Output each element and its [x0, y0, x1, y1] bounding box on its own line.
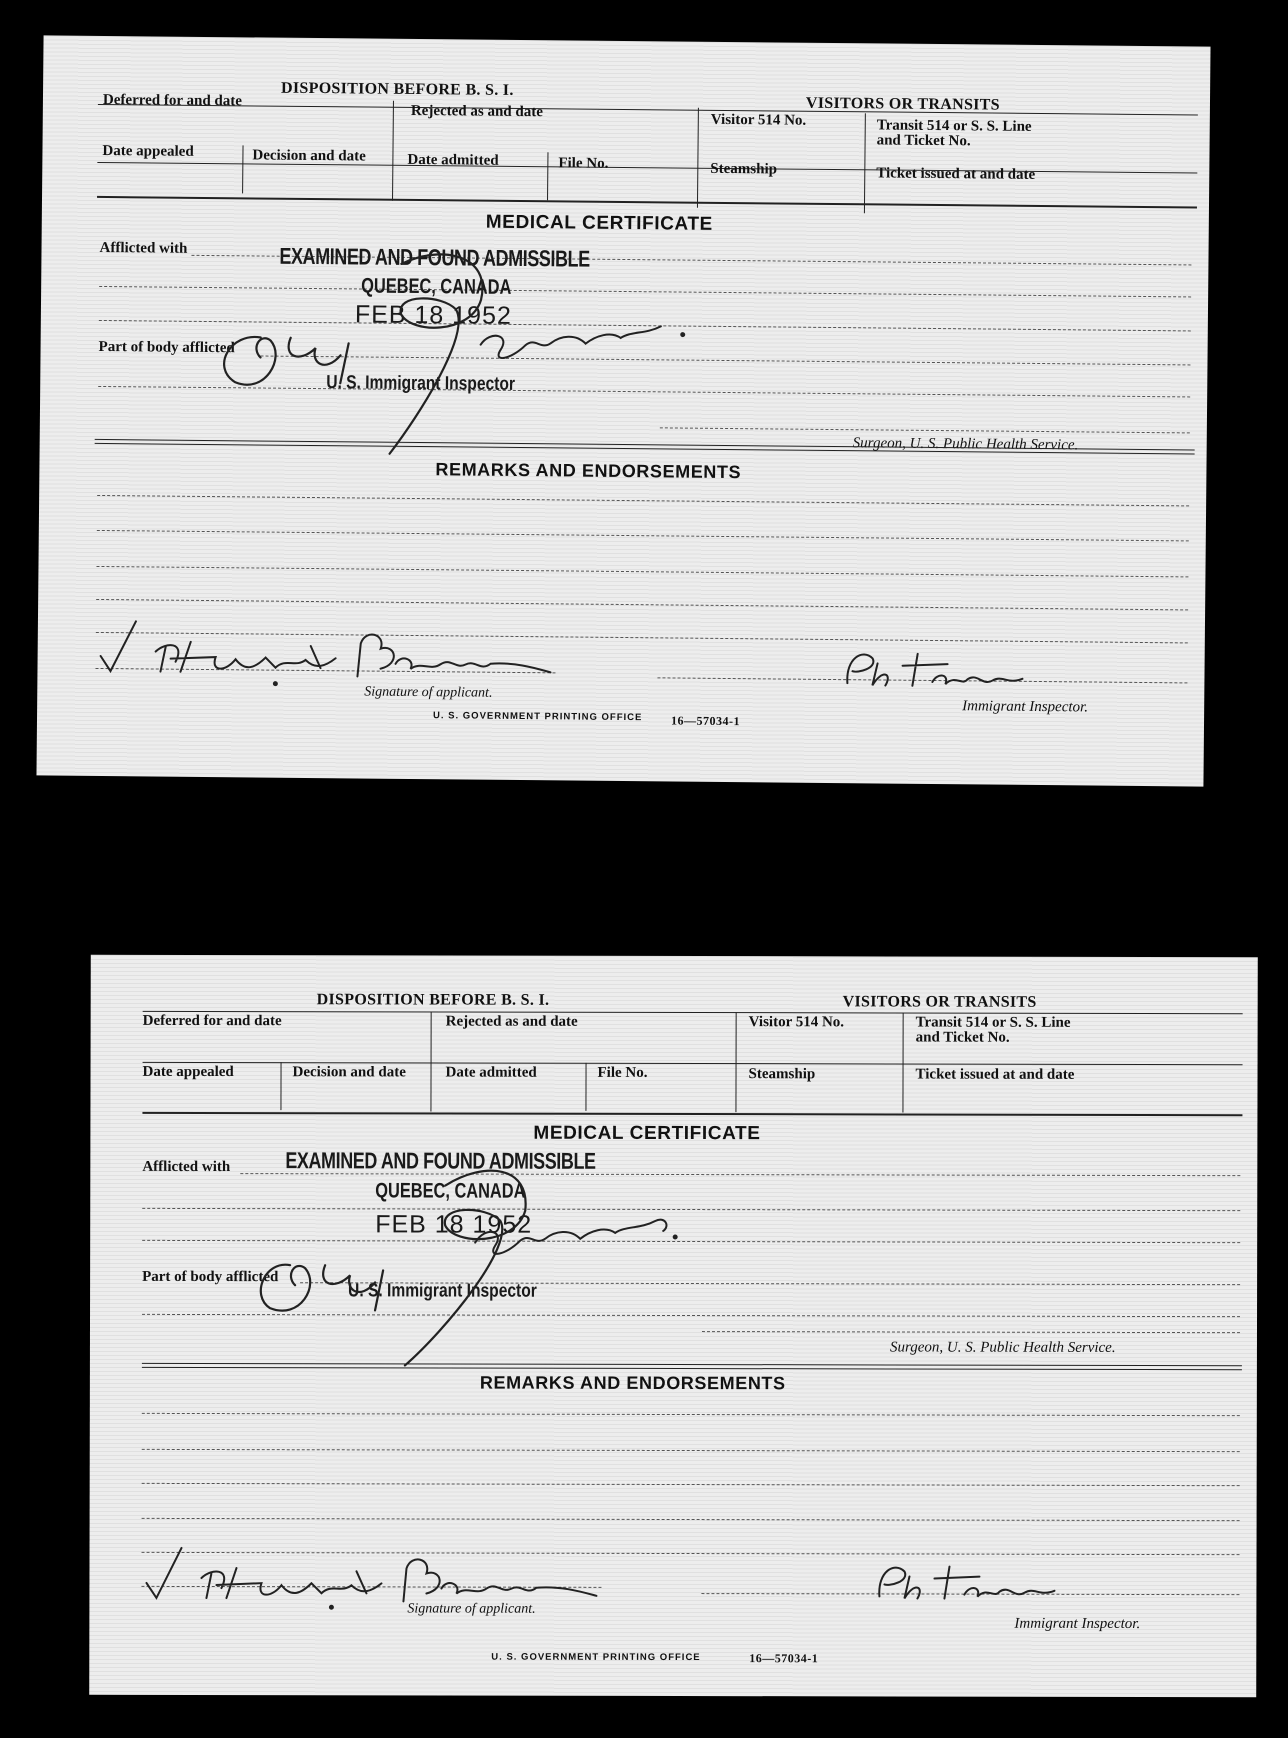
card-front — [36, 35, 1210, 786]
admission-stamp-line4: U. S. Immigrant Inspector — [348, 1280, 537, 1302]
decision-label: Decision and date — [292, 1064, 406, 1081]
file-no-label: File No. — [558, 155, 609, 172]
divider — [902, 1012, 903, 1112]
transit-label: Transit 514 or S. S. Line — [876, 117, 1032, 135]
divider — [697, 108, 699, 208]
divider — [735, 1012, 736, 1112]
disposition-heading: DISPOSITION BEFORE B. S. I. — [281, 79, 514, 99]
printer-imprint: U. S. GOVERNMENT PRINTING OFFICE — [491, 1651, 701, 1664]
date-admitted-label: Date admitted — [445, 1064, 537, 1081]
dotted-line — [142, 1483, 1240, 1486]
transit-label-2: and Ticket No. — [915, 1029, 1010, 1046]
admission-stamp-line4: U. S. Immigrant Inspector — [326, 372, 516, 395]
date-appealed-label: Date appealed — [102, 142, 194, 160]
visitor-514-label: Visitor 514 No. — [748, 1014, 845, 1031]
date-admitted-label: Date admitted — [407, 151, 499, 169]
afflicted-label: Afflicted with — [99, 239, 188, 257]
deferred-label: Deferred for and date — [142, 1012, 282, 1030]
rejected-label: Rejected as and date — [410, 102, 544, 121]
applicant-signature-label: Signature of applicant. — [407, 1601, 536, 1617]
steamship-label: Steamship — [710, 160, 778, 178]
divider — [430, 1011, 431, 1111]
surgeon-label: Surgeon, U. S. Public Health Service. — [852, 435, 1079, 454]
deferred-label: Deferred for and date — [102, 91, 243, 110]
divider — [392, 101, 394, 201]
transit-label: Transit 514 or S. S. Line — [915, 1014, 1071, 1031]
surgeon-signature-line — [660, 427, 1190, 433]
afflicted-label: Afflicted with — [142, 1158, 231, 1176]
applicant-signature-label: Signature of applicant. — [364, 684, 493, 701]
admission-stamp-line2: QUEBEC, CANADA — [375, 1179, 526, 1203]
dotted-line — [142, 1449, 1240, 1452]
visitor-514-label: Visitor 514 No. — [710, 111, 807, 129]
divider — [864, 113, 866, 213]
medical-heading: MEDICAL CERTIFICATE — [533, 1122, 761, 1145]
form-number: 16—57034-1 — [670, 713, 741, 729]
admission-stamp-line1: EXAMINED AND FOUND ADMISSIBLE — [285, 1147, 596, 1174]
applicant-signature — [95, 616, 556, 690]
top-rule — [143, 1011, 1243, 1014]
inspector-label: Immigrant Inspector. — [1014, 1615, 1141, 1632]
dotted-line — [97, 530, 1189, 541]
surgeon-signature-line — [702, 1331, 1240, 1333]
disposition-heading: DISPOSITION BEFORE B. S. I. — [316, 991, 550, 1009]
medical-heading: MEDICAL CERTIFICATE — [485, 211, 713, 235]
steamship-label: Steamship — [748, 1066, 816, 1083]
top-rule — [98, 104, 1198, 116]
inspector-stamp-signature — [189, 222, 711, 467]
inspector-signature — [837, 643, 1037, 695]
dotted-line — [96, 599, 1188, 610]
inspector-stamp-signature — [245, 1130, 766, 1371]
visitors-heading: VISITORS OR TRANSITS — [842, 993, 1037, 1011]
section-rule — [97, 196, 1197, 209]
form-number: 16—57034-1 — [749, 1651, 819, 1666]
section-rule — [142, 1112, 1242, 1116]
admission-stamp-date: FEB 18 1952 — [375, 1210, 533, 1239]
remarks-heading: REMARKS AND ENDORSEMENTS — [479, 1372, 786, 1394]
admission-stamp-line2: QUEBEC, CANADA — [361, 274, 512, 299]
part-of-body-label: Part of body afflicted — [98, 338, 235, 357]
inspector-signature — [869, 1556, 1069, 1606]
remarks-heading: REMARKS AND ENDORSEMENTS — [435, 459, 742, 483]
card-back — [89, 955, 1258, 1697]
rejected-label: Rejected as and date — [445, 1013, 578, 1030]
divider — [585, 1063, 586, 1111]
admission-stamp-line1: EXAMINED AND FOUND ADMISSIBLE — [279, 242, 590, 272]
part-of-body-label: Part of body afflicted — [142, 1268, 279, 1286]
ticket-issued-label: Ticket issued at and date — [876, 165, 1036, 183]
dotted-line — [142, 1518, 1240, 1521]
divider — [547, 152, 548, 200]
divider — [280, 1062, 281, 1110]
admission-stamp-date: FEB 18 1952 — [354, 300, 512, 330]
transit-label-2: and Ticket No. — [876, 132, 971, 150]
ticket-issued-label: Ticket issued at and date — [915, 1066, 1075, 1083]
surgeon-label: Surgeon, U. S. Public Health Service. — [889, 1339, 1116, 1356]
visitors-heading: VISITORS OR TRANSITS — [805, 94, 1000, 114]
file-no-label: File No. — [597, 1064, 648, 1081]
decision-label: Decision and date — [252, 147, 366, 165]
date-appealed-label: Date appealed — [142, 1063, 234, 1081]
inspector-label: Immigrant Inspector. — [962, 698, 1089, 716]
printer-imprint: U. S. GOVERNMENT PRINTING OFFICE — [433, 710, 643, 724]
dotted-line — [97, 495, 1189, 506]
dotted-line — [142, 1413, 1240, 1416]
divider — [242, 145, 243, 193]
dotted-line — [96, 566, 1188, 577]
